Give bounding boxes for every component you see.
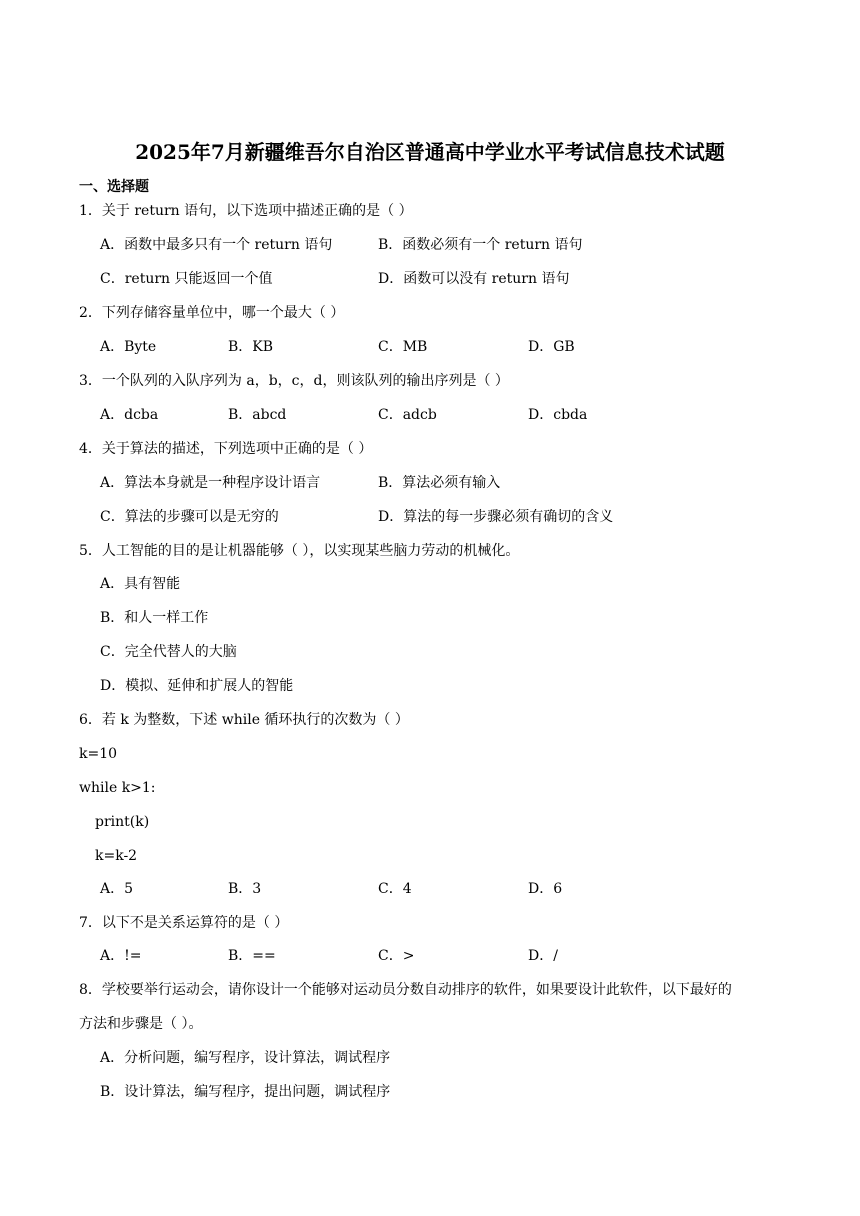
question-6-stem: 6．若 k 为整数，下述 while 循环执行的次数为（ ） [79,712,409,728]
question-5-option-d: D．模拟、延伸和扩展人的智能 [100,678,294,694]
code-line-3: print(k) [95,814,150,830]
question-1-stem: 1．关于 return 语句，以下选项中描述正确的是（ ） [79,203,413,219]
question-6-option-a: A．5 [100,881,134,897]
question-1-option-c: C．return 只能返回一个值 [100,271,273,287]
question-2-option-a: A．Byte [100,339,157,355]
question-1-option-d: D．函数可以没有 return 语句 [378,271,570,287]
question-1-option-b: B．函数必须有一个 return 语句 [378,237,583,253]
question-7-option-d: D．/ [528,948,558,964]
code-line-1: k=10 [79,746,118,762]
question-7-option-b: B．== [228,948,276,964]
question-3-option-c: C．adcb [378,407,437,423]
question-2-option-c: C．MB [378,339,428,355]
question-4-option-d: D．算法的每一步骤必须有确切的含义 [378,509,614,525]
question-3-stem: 3．一个队列的入队序列为 a，b，c，d，则该队列的输出序列是（ ） [79,373,509,389]
question-4-option-a: A．算法本身就是一种程序设计语言 [100,475,321,491]
question-7-option-c: C．> [378,948,415,964]
question-7-option-a: A．!= [100,948,142,964]
question-4-option-c: C．算法的步骤可以是无穷的 [100,509,279,525]
question-3-option-d: D．cbda [528,407,588,423]
question-7-stem: 7．以下不是关系运算符的是（ ） [79,915,289,931]
code-line-4: k=k-2 [95,848,138,864]
question-8-stem-line-1: 8．学校要举行运动会，请你设计一个能够对运动员分数自动排序的软件，如果要设计此软件，以下最好的 [79,982,732,998]
question-4-stem: 4．关于算法的描述，下列选项中正确的是（ ） [79,441,373,457]
question-1-option-a: A．函数中最多只有一个 return 语句 [100,237,333,253]
question-5-stem: 5．人工智能的目的是让机器能够（ ），以实现某些脑力劳动的机械化。 [79,543,520,559]
question-2-option-b: B．KB [228,339,274,355]
question-6-option-b: B．3 [228,881,262,897]
page-title: 2025年7月新疆维吾尔自治区普通高中学业水平考试信息技术试题 [135,140,725,164]
question-3-option-b: B．abcd [228,407,287,423]
question-2-option-d: D．GB [528,339,575,355]
question-6-option-c: C．4 [378,881,412,897]
question-5-option-a: A．具有智能 [100,576,181,592]
question-3-option-a: A．dcba [100,407,159,423]
question-2-stem: 2．下列存储容量单位中，哪一个最大（ ） [79,305,345,321]
question-6-option-d: D．6 [528,881,563,897]
question-5-option-c: C．完全代替人的大脑 [100,644,237,660]
question-8-option-b: B．设计算法，编写程序，提出问题，调试程序 [100,1084,391,1100]
question-8-stem-line-2: 方法和步骤是（ ）。 [79,1016,203,1032]
question-4-option-b: B．算法必须有输入 [378,475,501,491]
question-8-option-a: A．分析问题，编写程序，设计算法，调试程序 [100,1050,391,1066]
section-heading: 一、选择题 [79,179,149,195]
question-5-option-b: B．和人一样工作 [100,610,209,626]
code-line-2: while k>1: [79,780,156,796]
